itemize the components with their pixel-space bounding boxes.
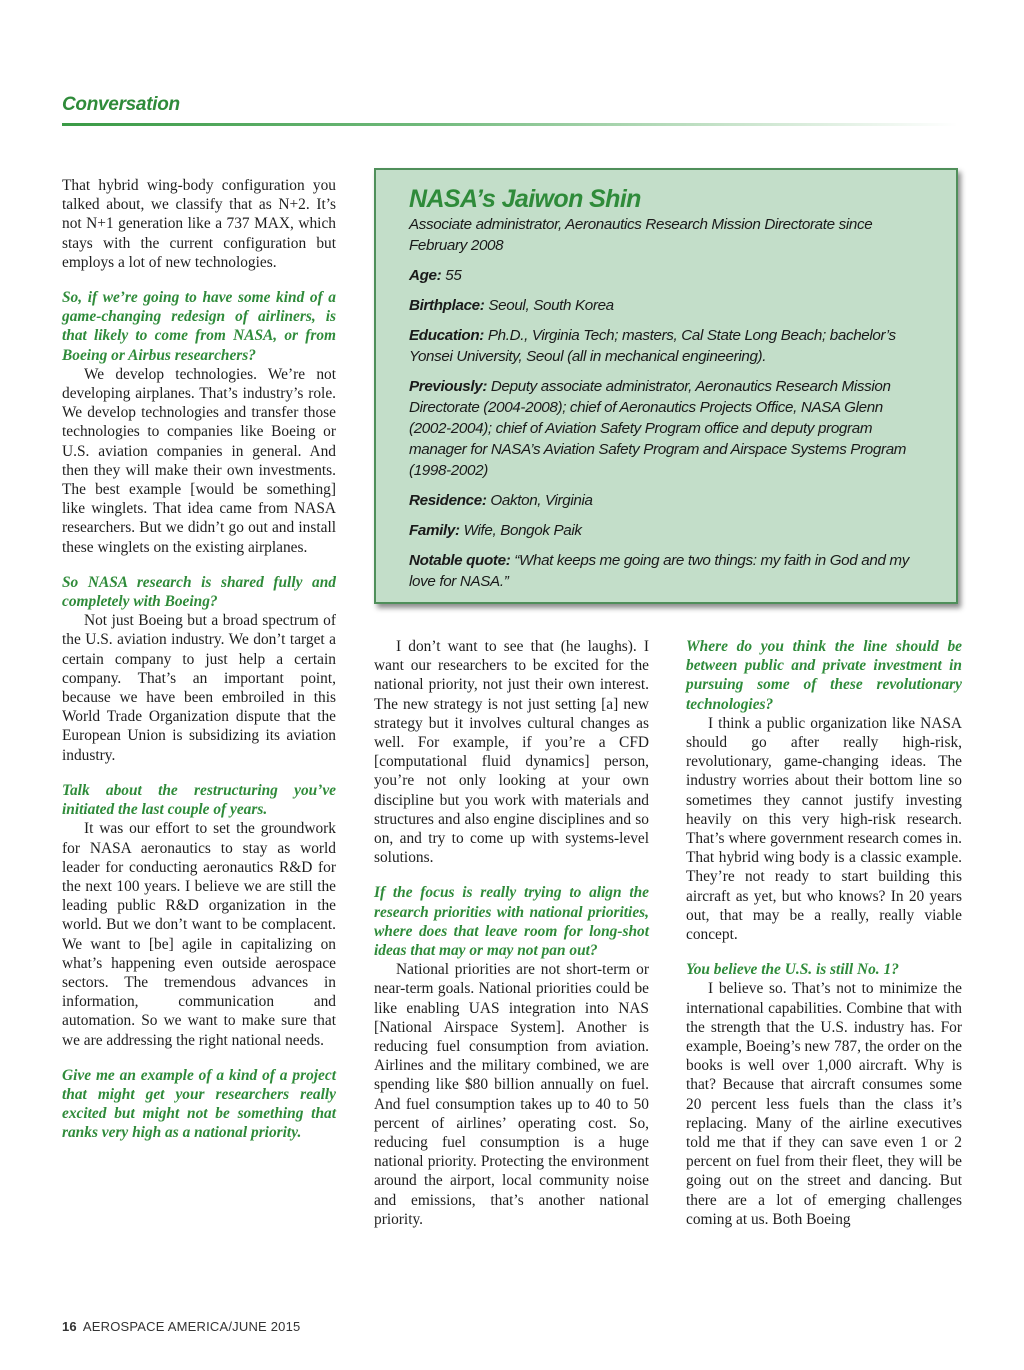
answer-paragraph: I think a public organization like NASA should go after really high-risk, revolutionary, game-changing ideas. The industry worries about their bottom line so sometimes they cannot justify investing heavily on this very high-risk research. That’s where government research comes in. That hybrid wing body is a classic example. They’re not ready to start building this aircraft as yet, but who knows? In 20 years out, that may be a really, really viable concept. (686, 714, 962, 944)
profile-education: Education: Ph.D., Virginia Tech; masters, Cal State Long Beach; bachelor’s Yonsei University, Seoul (all in mechanical engineering). (409, 327, 896, 365)
answer-paragraph: I don’t want to see that (he laughs). I want our researchers to be excited for the national priority, not just their own interest. The new strategy is not just setting [a] new strategy but it involves cultural changes as well. For example, if you’re a CFD [computational fluid dynamics] person, you’re not only looking at your own discipline but you work with materials and structures and also engine disciplines and so on, and try to come up with systems-level solutions. (374, 638, 649, 867)
profile-birthplace: Birthplace: Seoul, South Korea (409, 297, 614, 314)
profile-quote: Notable quote: “What keeps me going are two things: my faith in God and my love for NASA.” (409, 552, 909, 590)
profile-name: NASA’s Jaiwon Shin (409, 185, 641, 213)
answer-paragraph: National priorities are not short-term or near-term goals. National priorities could be like enabling UAS integration into NAS [National Airspace System]. Another is reducing fuel consumption from aviation. Airlines and the military combined, we are spending like $80 billion annually on fuel. And fuel consumption takes up to 40 to 50 percent of airlines’ operating cost. So, reducing fuel consumption is a huge national priority. Protecting the environment around the airport, local community noise and emissions, that’s another national priority. (374, 961, 649, 1228)
profile-previously: Previously: Deputy associate administrator, Aeronautics Research Mission Directorate (2004-2008); chief of Aeronautics Projects Office, NASA Glenn (2002-2004); chief of Aviation Safety Program office and deputy program manager for NASA’s Aviation Safety Program and Airspace Systems Program (1998-2002) (409, 378, 907, 479)
answer-paragraph: Not just Boeing but a broad spectrum of the U.S. aviation industry. We don’t target a certain company to just help a certain company. That’s an important point, because we have been embroiled in this World Trade Organization dispute that the European Union is subsidizing its aviation industry. (62, 612, 336, 764)
body-paragraph: That hybrid wing-body configuration you talked about, we classify that as N+2. It’s not N+1 generation like a 737 MAX, which stays with the current configuration but employs a lot of new technologies. (62, 177, 336, 271)
publication-name: AEROSPACE AMERICA/JUNE 2015 (82, 1319, 301, 1334)
question: Talk about the restructuring you’ve initiated the last couple of years. (62, 781, 336, 819)
question: Where do you think the line should be between public and private investment in pursuing some of these revolutionary technologies? (686, 638, 962, 713)
profile-family: Family: Wife, Bongok Paik (409, 522, 582, 539)
question: Give me an example of a kind of a project that might get your researchers really excited but might not be something that ranks very high as a national priority. (62, 1066, 336, 1142)
column-middle (374, 637, 649, 1229)
column-right (686, 637, 962, 1229)
answer-paragraph: I believe so. That’s not to minimize the international capabilities. Combine that with the strength that the U.S. industry has. For example, Boeing’s new 787, the order on the books is well over 1,000 aircraft. Why is that? Because that aircraft consumes some 20 percent less fuels than the class it’s replacing. Many of the airline executives told me that if they can save even 1 or 2 percent on fuel from their fleet, they will be going out on the street and dancing. But there are a lot of emerging challenges coming at us. Both Boeing (686, 980, 962, 1228)
profile-box (374, 168, 958, 604)
question: If the focus is really trying to align the research priorities with national priorities, where does that leave room for long-shot ideas that may or may not pan out? (374, 884, 649, 960)
profile-age: Age: 55 (409, 267, 462, 284)
page-footer (62, 1319, 300, 1334)
question: So NASA research is shared fully and completely with Boeing? (62, 573, 336, 611)
header-rule (62, 123, 958, 126)
column-left (62, 176, 336, 1143)
answer-paragraph: We develop technologies. We’re not developing airplanes. That’s industry’s role. We develop technologies and transfer those technologies to companies like Boeing or U.S. aviation companies in general. And then they will make their own investments. The best example [would be something] like winglets. That idea came from NASA researchers. But we didn’t go out and install these winglets on the existing airplanes. (62, 365, 336, 556)
profile-residence: Residence: Oakton, Virginia (409, 492, 593, 509)
answer-paragraph: It was our effort to set the groundwork for NASA aeronautics to stay as world leader for conducting aeronautics R&D for the next 100 years. I believe we are still the leading public R&D organization in the world. But we don’t want to be complacent. We want to [be] agile in capitalizing on what’s happening even outside aerospace sectors. The tremendous advances in information, communication and automation. So we want to make sure that we are addressing the right national needs. (62, 820, 336, 1049)
question: You believe the U.S. is still No. 1? (686, 961, 899, 979)
page-number: 16 (62, 1319, 77, 1334)
section-title: Conversation (62, 94, 180, 115)
profile-title: Associate administrator, Aeronautics Research Mission Directorate since February 2008 (409, 216, 873, 254)
question: So, if we’re going to have some kind of a game-changing redesign of airliners, is that likely to come from NASA, or from Boeing or Airbus researchers? (62, 289, 336, 364)
